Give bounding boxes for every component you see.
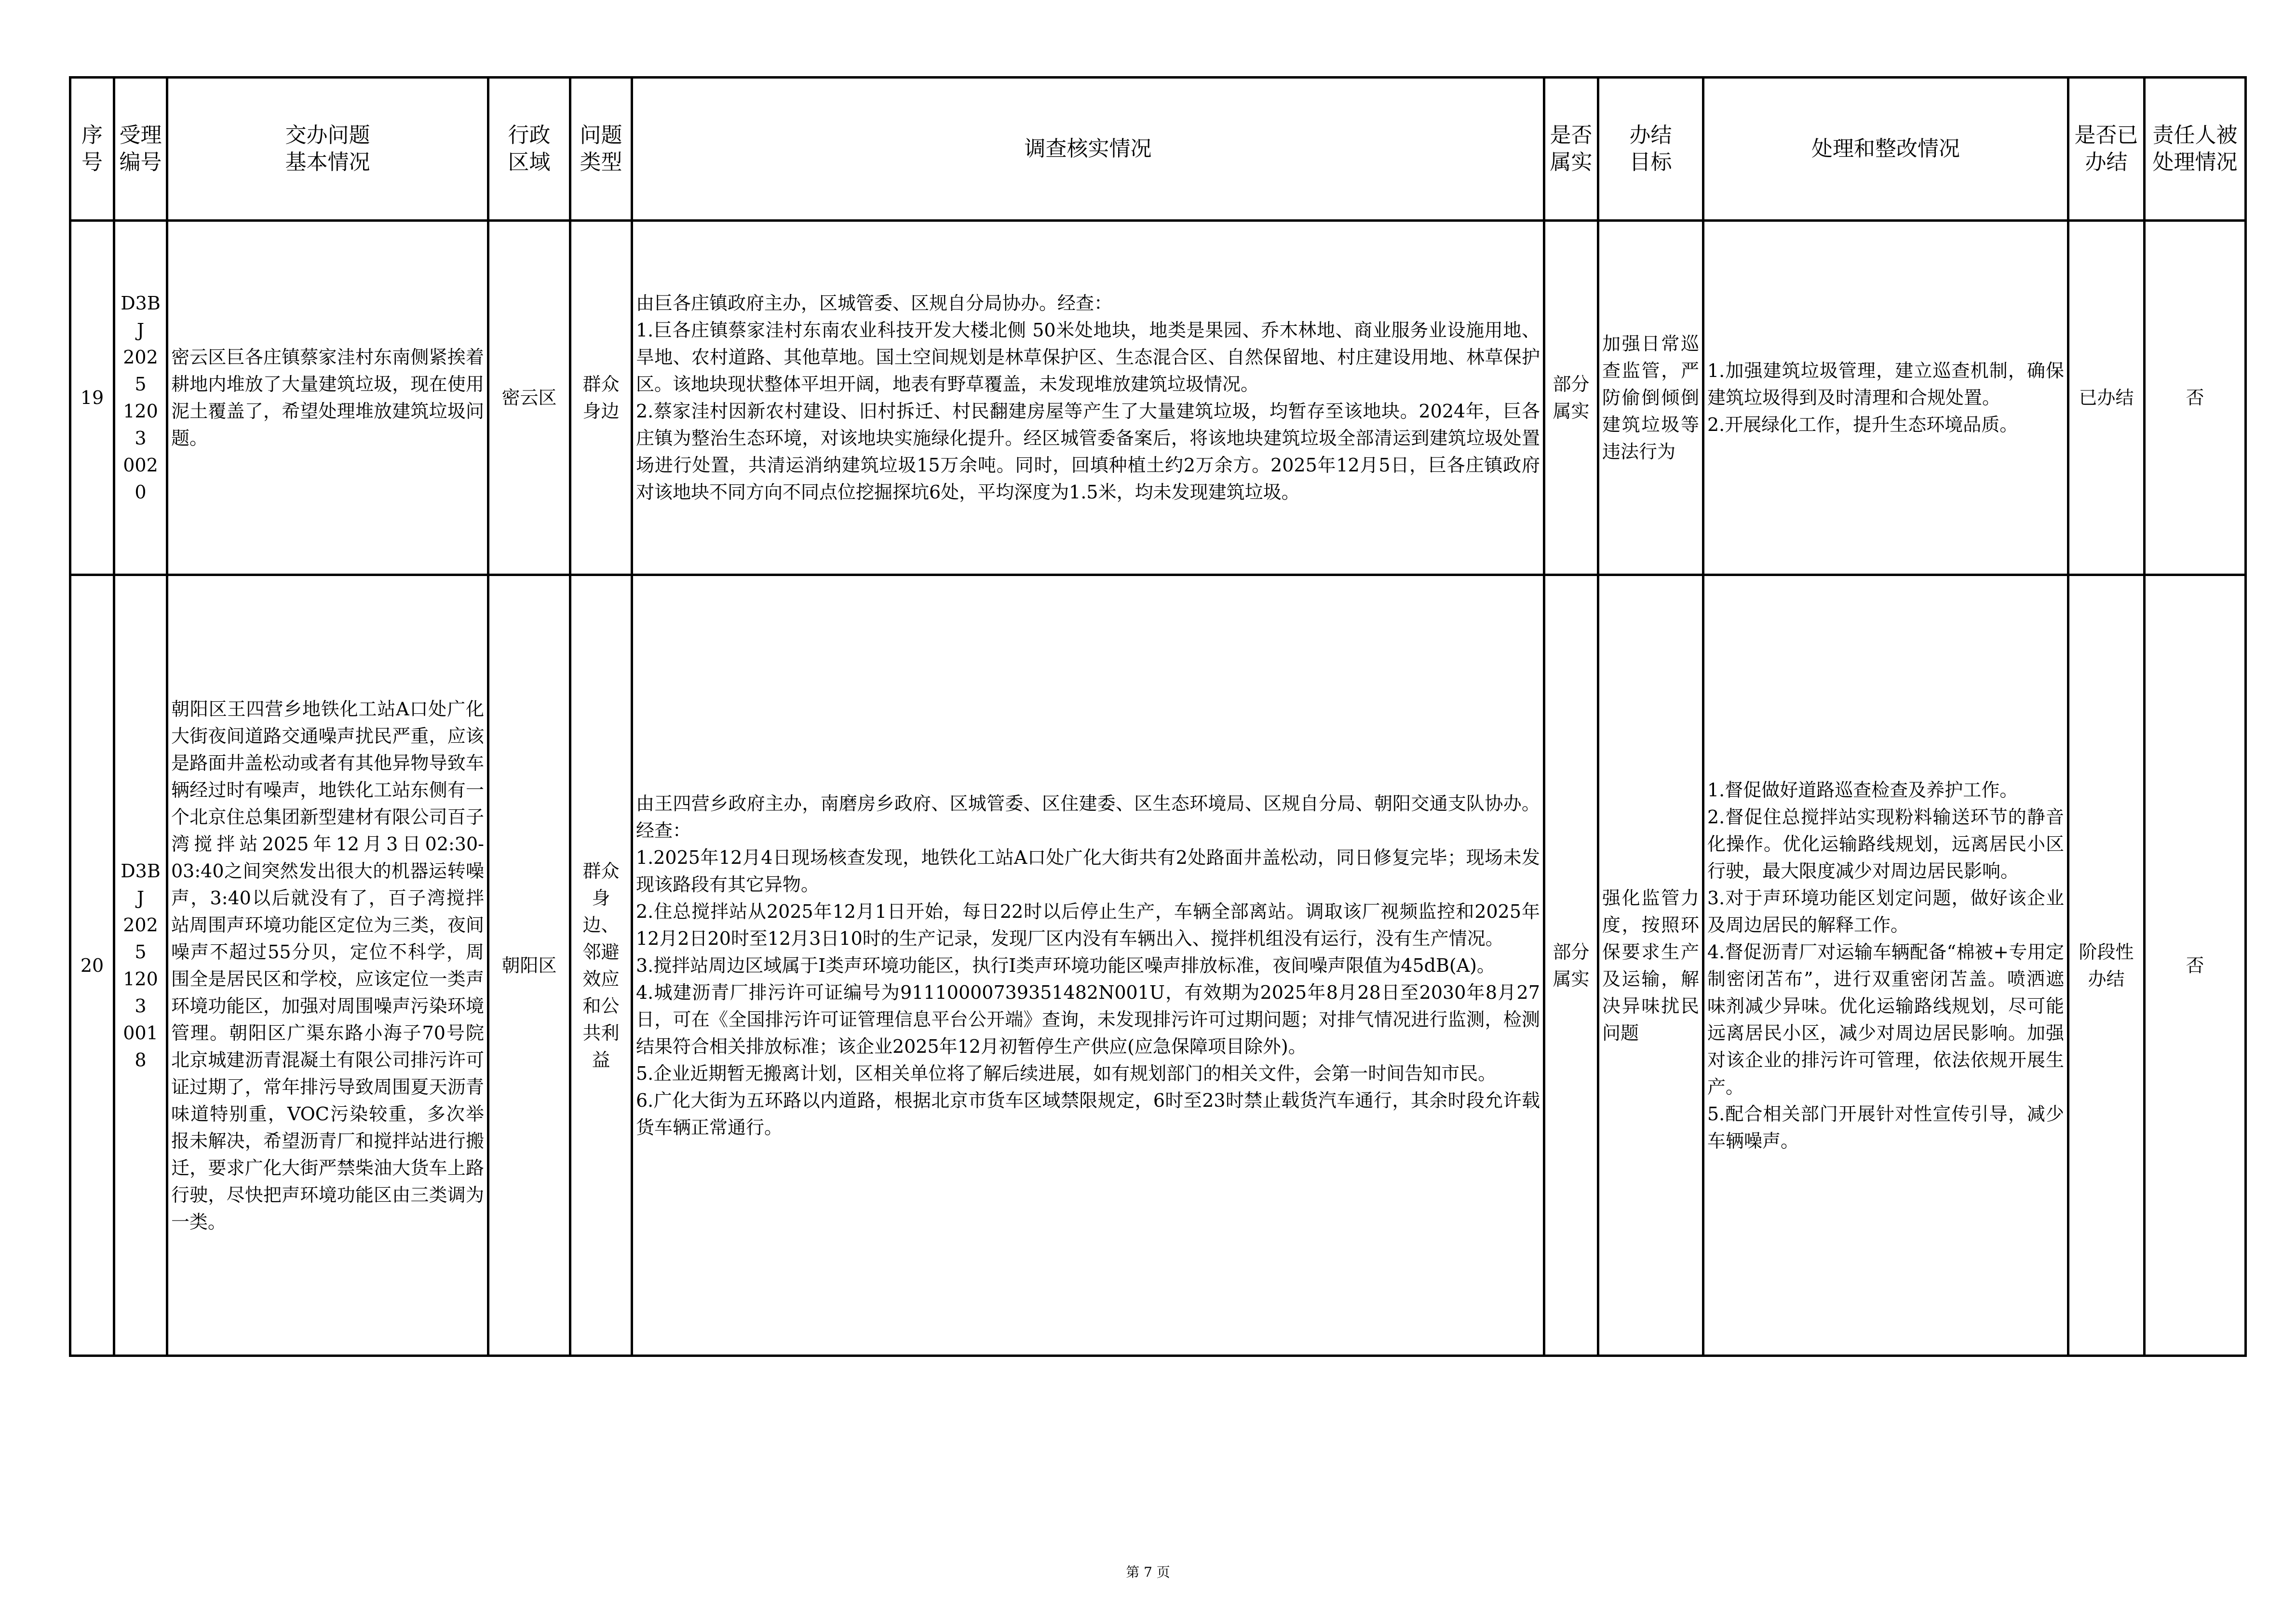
cell-seq: 19 [70,221,114,575]
header-id: 受理 编号 [114,78,167,221]
cell-type: 群众身边 [570,221,632,575]
table-row [70,575,2246,1356]
cell-complaint: 密云区巨各庄镇蔡家洼村东南侧紧挨着耕地内堆放了大量建筑垃圾，现在使用泥土覆盖了，希望处理堆放建筑垃圾问题。 [167,221,488,575]
header-verified: 是否 属实 [1544,78,1598,221]
cell-investigation: 由王四营乡政府主办，南磨房乡政府、区城管委、区住建委、区生态环境局、区规自分局、朝阳交通支队协办。经查： 1.2025年12月4日现场核查发现，地铁化工站A口处广化大街共有2处路面井盖松动，同日修复完毕；现场未发现该路段有其它异物。 2.住总搅拌站从2025年12月1日开始，每日22时以后停止生产，车辆全部离站。调取该厂视频监控和2025年12月2日20时至12月3日10时的生产记录，发现厂区内没有车辆出入、搅拌机组没有运行，没有生产情况。 3.搅拌站周边区域属于Ⅰ类声环境功能区，执行Ⅰ类声环境功能区噪声排放标准，夜间噪声限值为45dB(A)。 4.城建沥青厂排污许可证编号为91110000739351482N001U，有效期为2025年8月28日至2030年8月27日，可在《全国排污许可证管理信息平台公开端》查询，未发现排污许可过期问题；对排气情况进行监测，检测结果符合相关排放标准；该企业2025年12月初暂停生产供应(应急保障项目除外)。 5.企业近期暂无搬离计划，区相关单位将了解后续进展，如有规划部门的相关文件，会第一时间告知市民。 6.广化大街为五环路以内道路，根据北京市货车区域禁限规定，6时至23时禁止载货汽车通行，其余时段允许载货车辆正常通行。 [632,575,1544,1356]
cell-seq: 20 [70,575,114,1356]
header-closed: 是否已 办结 [2068,78,2145,221]
cell-id: D3BJ 2025 1203 0018 [114,575,167,1356]
cell-investigation: 由巨各庄镇政府主办，区城管委、区规自分局协办。经查： 1.巨各庄镇蔡家洼村东南农业科技开发大楼北侧 50米处地块，地类是果园、乔木林地、商业服务业设施用地、旱地、农村道路、其他草地。国土空间规划是林草保护区、生态混合区、自然保留地、村庄建设用地、林草保护区。该地块现状整体平坦开阔，地表有野草覆盖，未发现堆放建筑垃圾情况。 2.蔡家洼村因新农村建设、旧村拆迁、村民翻建房屋等产生了大量建筑垃圾，均暂存至该地块。2024年，巨各庄镇为整治生态环境，对该地块实施绿化提升。经区城管委备案后，将该地块建筑垃圾全部清运到建筑垃圾处置场进行处置，共清运消纳建筑垃圾15万余吨。同时，回填种植土约2万余方。2025年12月5日，巨各庄镇政府对该地块不同方向不同点位挖掘探坑6处，平均深度为1.5米，均未发现建筑垃圾。 [632,221,1544,575]
header-investigation: 调查核实情况 [632,78,1544,221]
header-handling: 处理和整改情况 [1703,78,2068,221]
cell-closed: 已办结 [2068,221,2145,575]
cell-accountability: 否 [2145,575,2246,1356]
cell-handling: 1.督促做好道路巡查检查及养护工作。 2.督促住总搅拌站实现粉料输送环节的静音化操作。优化运输路线规划，远离居民小区行驶，最大限度减少对周边居民影响。 3.对于声环境功能区划定问题，做好该企业及周边居民的解释工作。 4.督促沥青厂对运输车辆配备“棉被+专用定制密闭苫布”，进行双重密闭苫盖。喷洒遮味剂减少异味。优化运输路线规划，尽可能远离居民小区，减少对周边居民影响。加强对该企业的排污许可管理，依法依规开展生产。 5.配合相关部门开展针对性宣传引导，减少车辆噪声。 [1703,575,2068,1356]
cell-complaint: 朝阳区王四营乡地铁化工站A口处广化大街夜间道路交通噪声扰民严重，应该是路面井盖松动或者有其他异物导致车辆经过时有噪声，地铁化工站东侧有一个北京住总集团新型建材有限公司百子湾搅拌站2025年12月3日02:30-03:40之间突然发出很大的机器运转噪声，3:40以后就没有了，百子湾搅拌站周围声环境功能区定位为三类，夜间噪声不超过55分贝，定位不科学，周围全是居民区和学校，应该定位一类声环境功能区，加强对周围噪声污染环境管理。朝阳区广渠东路小海子70号院北京城建沥青混凝土有限公司排污许可证过期了，常年排污导致周围夏天沥青味道特别重，VOC污染较重，多次举报未解决，希望沥青厂和搅拌站进行搬迁，要求广化大街严禁柴油大货车上路行驶，尽快把声环境功能区由三类调为一类。 [167,575,488,1356]
header-district: 行政 区域 [488,78,570,221]
cell-verified: 部分属实 [1544,575,1598,1356]
header-seq: 序 号 [70,78,114,221]
cell-goal: 加强日常巡查监管，严防偷倒倾倒建筑垃圾等违法行为 [1598,221,1703,575]
cell-goal: 强化监管力度，按照环保要求生产及运输，解决异味扰民问题 [1598,575,1703,1356]
complaint-table [69,76,2247,1357]
cell-handling: 1.加强建筑垃圾管理，建立巡查机制，确保建筑垃圾得到及时清理和合规处置。 2.开展绿化工作，提升生态环境品质。 [1703,221,2068,575]
cell-district: 朝阳区 [488,575,570,1356]
cell-district: 密云区 [488,221,570,575]
header-accountability: 责任人被 处理情况 [2145,78,2246,221]
header-row [70,78,2246,221]
table-row [70,221,2246,575]
page-number: 第 7 页 [1126,1564,1170,1580]
cell-verified: 部分属实 [1544,221,1598,575]
header-complaint: 交办问题 基本情况 [167,78,488,221]
cell-type: 群众身边、邻避效应和公共利益 [570,575,632,1356]
header-type: 问题 类型 [570,78,632,221]
cell-closed: 阶段性办结 [2068,575,2145,1356]
cell-accountability: 否 [2145,221,2246,575]
header-goal: 办结 目标 [1598,78,1703,221]
cell-id: D3BJ 2025 1203 0020 [114,221,167,575]
